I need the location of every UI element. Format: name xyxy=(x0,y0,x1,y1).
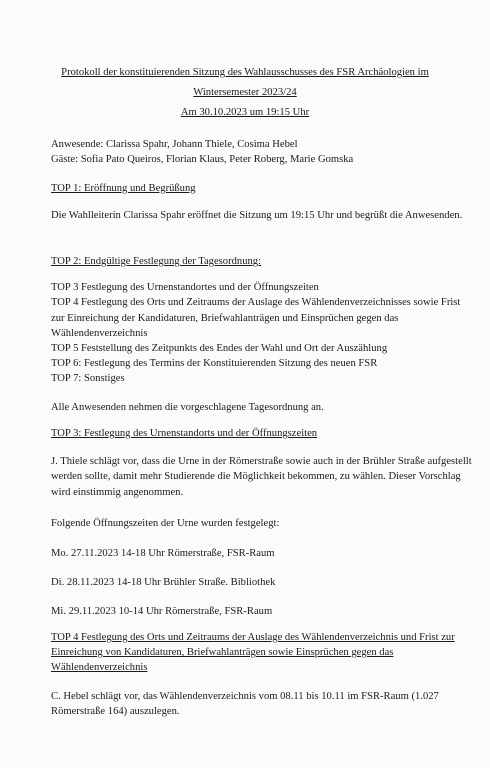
top4-section xyxy=(51,630,476,719)
top1-section xyxy=(51,181,476,223)
agenda-item: TOP 4 Festlegung des Orts und Zeitraums der Auslage des Wählendenverzeichnisses sowie Frist zur Einreichung der Kandidaturen, Briefwahlanträgen und Einsprüchen gegen das Wählendenverzeichnis xyxy=(51,297,461,339)
top4-text: C. Hebel schlägt vor, das Wählendenverzeichnis vom 08.11 bis 10.11 im FSR-Raum (1.027 Römerstraße 164) auszulegen. xyxy=(51,690,439,717)
agenda-item: TOP 7: Sonstiges xyxy=(51,373,125,385)
top3-section xyxy=(51,426,476,620)
title-line-1: Protokoll der konstituierenden Sitzung des Wahlausschusses des FSR Archäologien im xyxy=(61,67,429,78)
title-line-3: Am 30.10.2023 um 19:15 Uhr xyxy=(180,107,310,118)
attendees-guests: Gäste: Sofia Pato Queiros, Florian Klaus, Peter Roberg, Marie Gomska xyxy=(51,154,354,166)
title-line-2: Wintersemester 2023/24 xyxy=(193,87,297,98)
top1-heading: TOP 1: Eröffnung und Begrüßung xyxy=(51,183,196,194)
opening-time-item: Di. 28.11.2023 14-18 Uhr Brühler Straße. Bibliothek xyxy=(51,577,276,589)
top2-heading: TOP 2: Endgültige Festlegung der Tagesordnung: xyxy=(51,256,262,267)
top1-text: Die Wahlleiterin Clarissa Spahr eröffnet die Sitzung um 19:15 Uhr und begrüßt die Anwesenden. xyxy=(51,210,463,222)
top3-text: J. Thiele schlägt vor, dass die Urne in der Römerstraße sowie auch in der Brühler Straße aufgestellt werden sollte, damit mehr Studierende die Möglichkeit bekommen, zu wählen. Dieser Vorschlag wird einstimmig angenommen. xyxy=(51,456,472,498)
agenda-item: TOP 6: Festlegung des Termins der Konstituierenden Sitzung des neuen FSR xyxy=(51,358,378,370)
opening-time-item: Mi. 29.11.2023 10-14 Uhr Römerstraße, FSR-Raum xyxy=(51,606,273,618)
agenda-item: TOP 3 Festlegung des Urnenstandortes und der Öffnungszeiten xyxy=(51,282,319,294)
agenda-item: TOP 5 Feststellung des Zeitpunkts des Endes der Wahl und Ort der Auszählung xyxy=(51,343,388,355)
opening-time-item: Mo. 27.11.2023 14-18 Uhr Römerstraße, FSR-Raum xyxy=(51,548,275,560)
top2-text: Alle Anwesenden nehmen die vorgeschlagene Tagesordnung an. xyxy=(51,401,324,413)
agenda-list xyxy=(51,280,476,386)
attendance-section xyxy=(51,137,476,167)
top2-section xyxy=(51,254,476,415)
top3-heading: TOP 3: Festlegung des Urnenstandorts und der Öffnungszeiten xyxy=(51,428,318,439)
attendees-present: Anwesende: Clarissa Spahr, Johann Thiele, Cosima Hebel xyxy=(51,139,298,150)
top4-heading: TOP 4 Festlegung des Orts und Zeitraums der Auslage des Wählendenverzeichnis und Frist zur Einreichung von Kandidaturen, Briefwahlanträgen sowie Einsprüchen gegen das Wählendenverzeichnis xyxy=(51,632,455,674)
document-title xyxy=(0,63,490,123)
opening-times-intro: Folgende Öffnungszeiten der Urne wurden festgelegt: xyxy=(51,517,280,529)
